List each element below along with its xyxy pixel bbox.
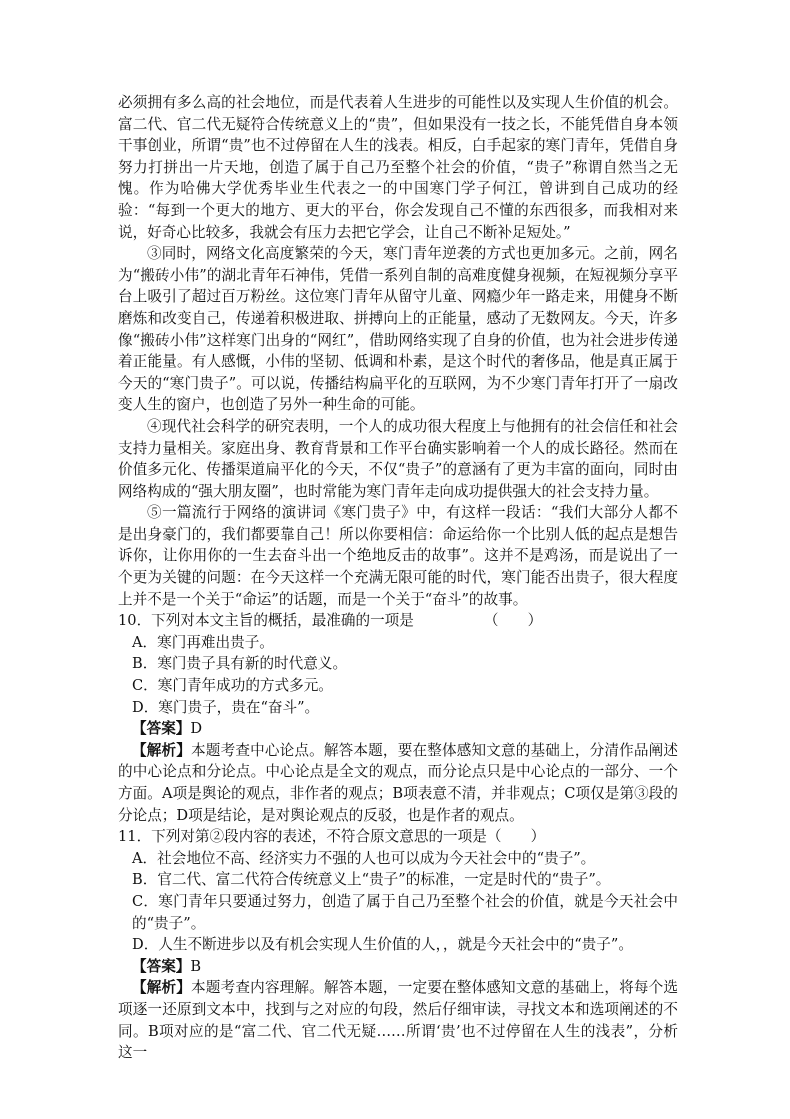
answer-paren: （ ） — [483, 612, 543, 630]
question-10-answer: 【答案】D — [132, 720, 203, 738]
question-10-option-d: D．寒门贵子，贵在“奋斗”。 — [132, 698, 320, 716]
question-11-option-b: B．官二代、富二代符合传统意义上“贵子”的标准，一定是时代的“贵子”。 — [132, 871, 611, 889]
question-11-analysis: 【解析】本题考查内容理解。解答本题，一定要在整体感知文意的基础上，将每个选项逐一还原到文本中，找到与之对应的句段，然后仔细审读，寻找文本和选项阐述的不同。B项对应的是“富二代、官二代无疑……所谓‘贵’也不过停留在人生的浅表”，分析这一 — [118, 979, 678, 1062]
question-11 — [118, 826, 678, 1064]
question-10-analysis: 【解析】本题考查中心论点。解答本题，要在整体感知文意的基础上，分清作品阐述的中心论点和分论点。中心论点是全文的观点，而分论点只是中心论点的一部分、一个方面。A项是舆论的观点，非作者的观点；B项表意不清，并非观点；C项仅是第③段的分论点；D项是结论，是对舆论观点的反驳，也是作者的观点。 — [118, 741, 678, 824]
question-11-answer: 【答案】B — [132, 957, 202, 975]
document-body — [118, 92, 678, 1064]
paragraph-4: ④现代社会科学的研究表明，一个人的成功很大程度上与他拥有的社会信任和社会支持力量相关。家庭出身、教育背景和工作平台确实影响着一个人的成长路径。然而在价值多元化、传播渠道扁平化的今天，不仅“贵子”的意涵有了更为丰富的面向，同时由网络构成的“强大朋友圈”，也时常能为寒门青年走向成功提供强大的社会支持力量。 — [118, 417, 678, 500]
question-11-stem: 11．下列对第②段内容的表述，不符合原文意思的一项是（ ） — [118, 828, 546, 846]
paragraph-5: ⑤一篇流行于网络的演讲词《寒门贵子》中，有这样一段话：“我们大部分人都不是出身豪门的，我们都要靠自己！所以你要相信：命运给你一个比别人低的起点是想告诉你，让你用你的一生去奋斗出一个绝地反击的故事”。这并不是鸡汤，而是说出了一个更为关键的问题：在今天这样一个充满无限可能的时代，寒门能否出贵子，很大程度上并不是一个关于“命运”的话题，而是一个关于“奋斗”的故事。 — [118, 504, 678, 608]
question-10-option-b: B．寒门贵子具有新的时代意义。 — [132, 655, 348, 673]
question-11-option-a: A．社会地位不高、经济实力不强的人也可以成为今天社会中的“贵子”。 — [132, 849, 596, 867]
question-11-option-c: C．寒门青年只要通过努力，创造了属于自己乃至整个社会的价值，就是今天社会中的“贵子”。 — [132, 892, 678, 932]
paragraph-3: ③同时，网络文化高度繁荣的今天，寒门青年逆袭的方式也更加多元。之前，网名为“搬砖小伟”的湖北青年石神伟，凭借一系列自制的高难度健身视频，在短视频分享平台上吸引了超过百万粉丝。这位寒门青年从留守儿童、网瘾少年一路走来，用健身不断磨炼和改变自己，传递着积极进取、拼搏向上的正能量，感动了无数网友。今天，许多像“搬砖小伟”这样寒门出身的“网红”，借助网络实现了自身的价值，也为社会进步传递着正能量。有人感慨，小伟的坚韧、低调和朴素，是这个时代的奢侈品，他是真正属于今天的“寒门贵子”。可以说，传播结构扁平化的互联网，为不少寒门青年打开了一扇改变人生的窗户，也创造了另外一种生命的可能。 — [118, 245, 678, 414]
question-10-option-c: C．寒门青年成功的方式多元。 — [132, 677, 333, 695]
question-10 — [118, 610, 678, 826]
question-10-stem: 10．下列对本文主旨的概括，最准确的一项是 （ ） — [118, 610, 678, 632]
question-10-option-a: A．寒门再难出贵子。 — [132, 633, 274, 651]
paragraph-2-continued: 必须拥有多么高的社会地位，而是代表着人生进步的可能性以及实现人生价值的机会。富二代、官二代无疑符合传统意义上的“贵”，但如果没有一技之长，不能凭借自身本领干事创业，所谓“贵”也不过停留在人生的浅表。相反，白手起家的寒门青年，凭借自身努力打拼出一片天地，创造了属于自己乃至整个社会的价值，“贵子”称谓自然当之无愧。作为哈佛大学优秀毕业生代表之一的中国寒门学子何江，曾讲到自己成功的经验：“每到一个更大的地方、更大的平台，你会发现自己不懂的东西很多，而我相对来说，好奇心比较多，我就会有压力去把它学会，让自己不断补足短处。” — [118, 94, 678, 241]
question-11-option-d: D．人生不断进步以及有机会实现人生价值的人，，就是今天社会中的“贵子”。 — [132, 936, 633, 954]
